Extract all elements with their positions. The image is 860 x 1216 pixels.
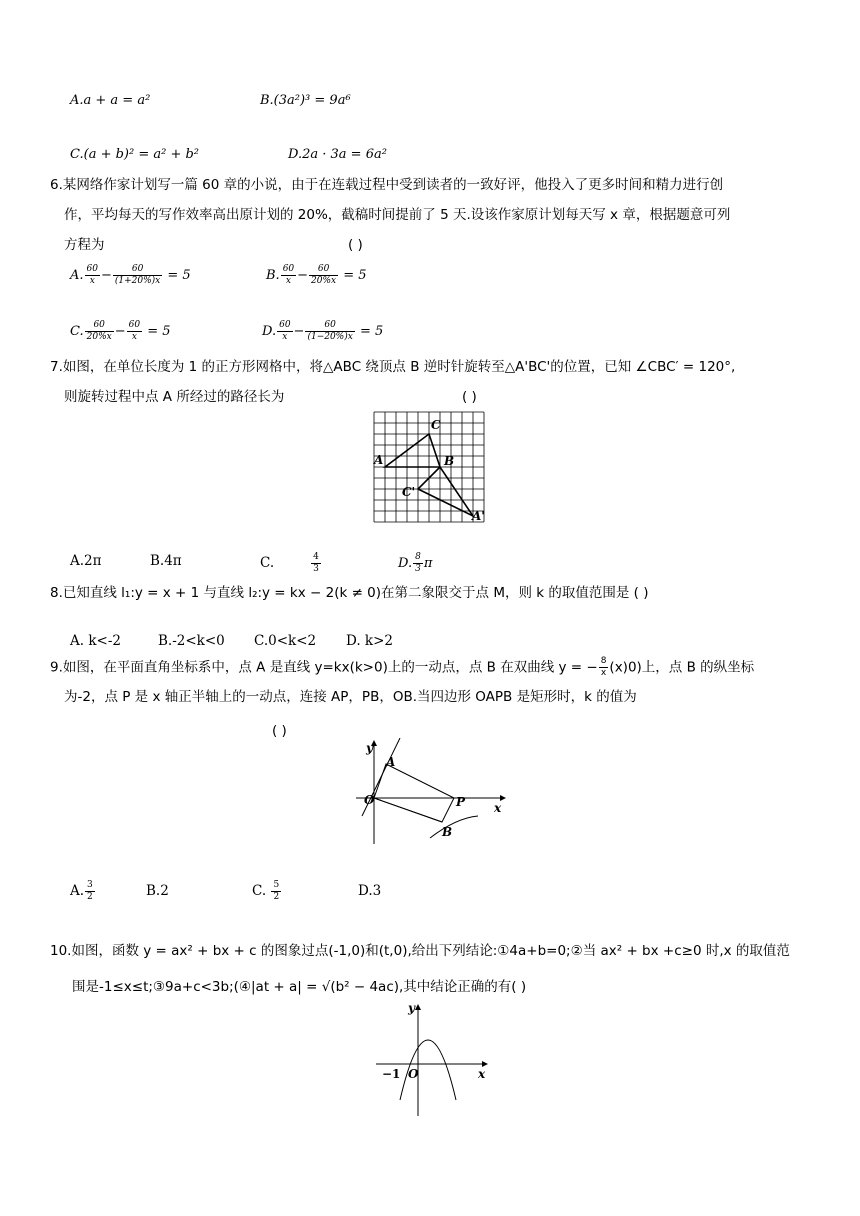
q9-stem-line2: 为-2，点 P 是 x 轴正半轴上的一动点，连接 AP，PB，OB.当四边形 OAPB 是矩形时，k 的值为 [64,689,637,705]
q8-option-b: B.-2<k<0 [158,633,225,649]
q7-option-a: A.2π [70,553,102,569]
point-a-label: A [386,755,396,769]
q6-option-a: A. $\frac{60}{x}$ − $\frac{60}{(1+20\%)x}$ = 5 [70,264,191,286]
point-a-label: A [374,453,384,467]
triangle-a1bc1 [418,467,473,516]
q9-option-c: C. $\frac{5}{2}$ [252,880,280,902]
segment-ap-extension [374,798,442,822]
q8-option-c: C.0<k<2 [254,633,317,649]
q6-stem-line1: 6.某网络作家计划写一篇 60 章的小说，由于在连载过程中受到读者的一致好评，他投入了更多时间和精力进行创 [50,177,724,193]
q9-option-a: A. $\frac{3}{2}$ [70,880,93,902]
rectangle-oapb [374,764,454,822]
y-axis-label: y [408,1001,415,1015]
q5-option-a: A.a + a = a² [70,93,151,108]
x-axis-label: x [494,801,502,815]
q6-stem-line2: 作，平均每天的写作效率高出原计划的 20%，截稿时间提前了 5 天.设该作家原计划每天写 x 章，根据题意可列 [64,207,731,223]
point-a1-label: A' [472,509,485,523]
q7-option-b: B.4π [150,553,182,569]
hyperbola-curve [430,816,478,838]
q8-option-a: A. k<-2 [70,633,121,649]
q9-coordinate-figure [352,738,512,848]
q9-option-b: B.2 [146,883,169,899]
triangle-abc [385,434,440,467]
origin-label: O [364,793,375,807]
q7-option-d: D. $\frac{8}{3}$ π [398,552,433,574]
x-axis-label: x [478,1067,486,1081]
minus-one-label: −1 [382,1067,401,1081]
q7-stem-line2: 则旋转过程中点 A 所经过的路径长为 [64,389,285,405]
point-b-label: B [442,825,453,839]
q8-option-d: D. k>2 [346,633,394,649]
y-axis-label: y [366,741,373,755]
q8-stem: 8.已知直线 l₁:y = x + 1 与直线 l₂:y = kx − 2(k ≠ 0)在第二象限交于点 M，则 k 的取值范围是 ( ) [50,585,649,601]
q6-stem-line3: 方程为 [64,237,105,253]
point-c1-label: C' [402,485,416,499]
point-p-label: P [456,795,466,809]
q5-option-d: D.2a · 3a = 6a² [288,147,387,162]
q6-answer-bracket: ( ) [348,237,363,253]
q7-grid-figure [360,408,520,528]
origin-label: O [408,1067,419,1081]
q6-option-d: D. $\frac{60}{x}$ − $\frac{60}{(1-20\%)x}$ = 5 [262,320,384,342]
q5-option-c: C.(a + b)² = a² + b² [70,147,200,162]
q10-stem-line2: 围是-1≤x≤t;③9a+c<3b;(④|at + a| = √(b² − 4ac),其中结论正确的有( ) [72,979,527,995]
q7-option-c: C. $\frac{4}{3}$ [260,552,319,574]
point-c-label: C [431,418,441,432]
y-axis-arrow [415,1004,421,1010]
q9-stem-line1: 9.如图，在平面直角坐标系中，点 A 是直线 y=kx(k>0)上的一动点，点 B 在双曲线 y = − $\frac{8}{x}$ (x)0)上，点 B 的纵坐标 [50,656,755,678]
q9-answer-bracket: ( ) [272,723,287,739]
q9-option-d: D.3 [358,883,382,899]
q5-option-b: B.(3a²)³ = 9a⁶ [260,93,351,108]
q10-stem-line1: 10.如图，函数 y = ax² + bx + c 的图象过点(-1,0)和(t,0),给出下列结论:①4a+b=0;②当 ax² + bx +c≥0 时,x 的取值范 [50,943,790,959]
q10-parabola-figure [370,1000,510,1120]
q7-answer-bracket: ( ) [462,389,477,405]
point-b-label: B [444,454,455,468]
q7-stem-line1: 7.如图，在单位长度为 1 的正方形网格中，将△ABC 绕顶点 B 逆时针旋转至△A'BC'的位置，已知 ∠CBC′ = 120°, [50,359,736,375]
q6-option-b: B. $\frac{60}{x}$ − $\frac{60}{20\%x}$ = 5 [266,264,367,286]
q6-option-c: C. $\frac{60}{20\%x}$ − $\frac{60}{x}$ = 5 [70,320,171,342]
